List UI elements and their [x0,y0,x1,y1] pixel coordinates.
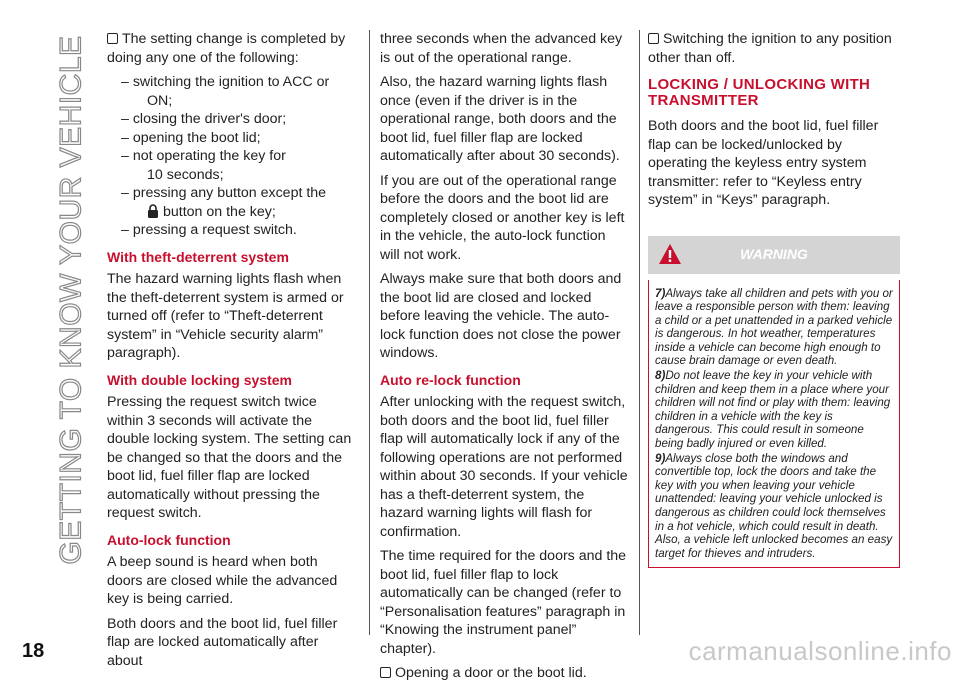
warning-header [648,236,900,274]
warning-title: WARNING [740,246,808,263]
checkbox-icon [380,667,391,678]
column-3 [648,30,900,568]
paragraph: If you are out of the operational range before the doors and the boot lid are completely closed or another key is left in the vehicle, the auto-lock function will not work. [380,172,625,263]
page-number: 18 [22,640,45,662]
settings-list [107,73,355,240]
warning-item: 7)Always take all children and pets with you or leave a responsible person with them: leaving a child or a pet unattended in a parked vehicle is dangerous. In hot weather, temperatures inside a vehicle can become high enough to cause brain damage or even death. [655,286,893,368]
paragraph: Both doors and the boot lid, fuel filler flap are locked automatically after about [107,615,338,669]
paragraph: Both doors and the boot lid, fuel filler flap can be locked/unlocked by operating the keyless entry system transmitter: refer to “Keyless entry system” in “Keys” paragraph. [648,118,879,208]
paragraph: After unlocking with the request switch, both doors and the boot lid, fuel filler flap will automatically lock if any of the following operations are not performed within about 30 seconds. If your vehicle has a theft-deterrent system, the hazard warning lights will flash for confirmation. [380,394,628,540]
column-divider [639,30,640,635]
paragraph: three seconds when the advanced key is out of the operational range. [380,31,623,66]
list-item: – opening the boot lid; [121,129,261,146]
list-item: – pressing any button except the button on the key; [121,185,327,220]
watermark: carmanualsonline.info [688,636,952,666]
warning-triangle-icon [658,243,682,265]
warning-item: 9)Always close both the windows and convertible top, lock the doors and take the key with you when leaving your vehicle unattended: leaving your vehicle unlocked is dangerous as children could lock themselves in a hot vehicle, which could result in death. Also, a vehicle left unlocked becomes an easy target for thieves and intruders. [655,451,893,560]
list-item: – closing the driver's door; [121,111,287,127]
lock-icon [147,204,159,218]
section-heading: LOCKING / UNLOCKING WITH TRANSMITTER [648,76,871,109]
checkbox-item: Opening a door or the boot lid. [380,664,628,683]
paragraph: Always make sure that both doors and the boot lid are closed and locked before leaving the vehicle. The auto-lock function does not close the power windows. [380,271,622,361]
section-heading: With theft-deterrent system [107,248,289,265]
column-2 [380,30,628,689]
paragraph: Also, the hazard warning lights flash once (even if the driver is in the operational range, both doors and the boot lid, fuel filler flap are locked automatically after about 30 seconds). [380,74,620,164]
paragraph: A beep sound is heard when both doors are closed while the advanced key is being carried. [107,554,338,607]
checkbox-icon [107,33,118,44]
chapter-side-title-text: GETTING TO KNOW YOUR VEHICLE [55,35,88,565]
intro-paragraph: The setting change is completed by doing any one of the following: [107,31,346,66]
paragraph: The hazard warning lights flash when the theft-deterrent system is armed or turned off (refer to “Theft-deterrent system” in “Vehicle security alarm” paragraph). [107,271,344,361]
checkbox-item: Switching the ignition to any position other than off. [648,31,892,66]
section-heading: With double locking system [107,371,293,388]
checkbox-icon [648,33,659,44]
column-1 [107,30,355,676]
list-item: – not operating the key for 10 seconds; [121,148,286,183]
paragraph: The time required for the doors and the boot lid, fuel filler flap to lock automatically can be changed (refer to “Personalisation features” paragraph in “Knowing the instrument panel” chapter). [380,548,627,657]
column-divider [369,30,370,635]
list-item: – switching the ignition to ACC or ON; [121,74,330,109]
section-heading: Auto-lock function [107,531,231,548]
list-item: – pressing a request switch. [121,222,297,238]
section-heading: Auto re-lock function [380,371,521,388]
chapter-side-title [52,30,92,570]
paragraph: Pressing the request switch twice within 3 seconds will activate the double locking system. The setting can be changed so that the doors and the boot lid, fuel filler flap are locked automatically without pressing the request switch. [107,394,352,521]
warning-box [648,280,900,569]
warning-item: 8)Do not leave the key in your vehicle with children and keep them in a place where your children will not find or play with them: leaving children in a vehicle with the key is dangerous. This could result in someone being badly injured or even killed. [655,369,891,451]
